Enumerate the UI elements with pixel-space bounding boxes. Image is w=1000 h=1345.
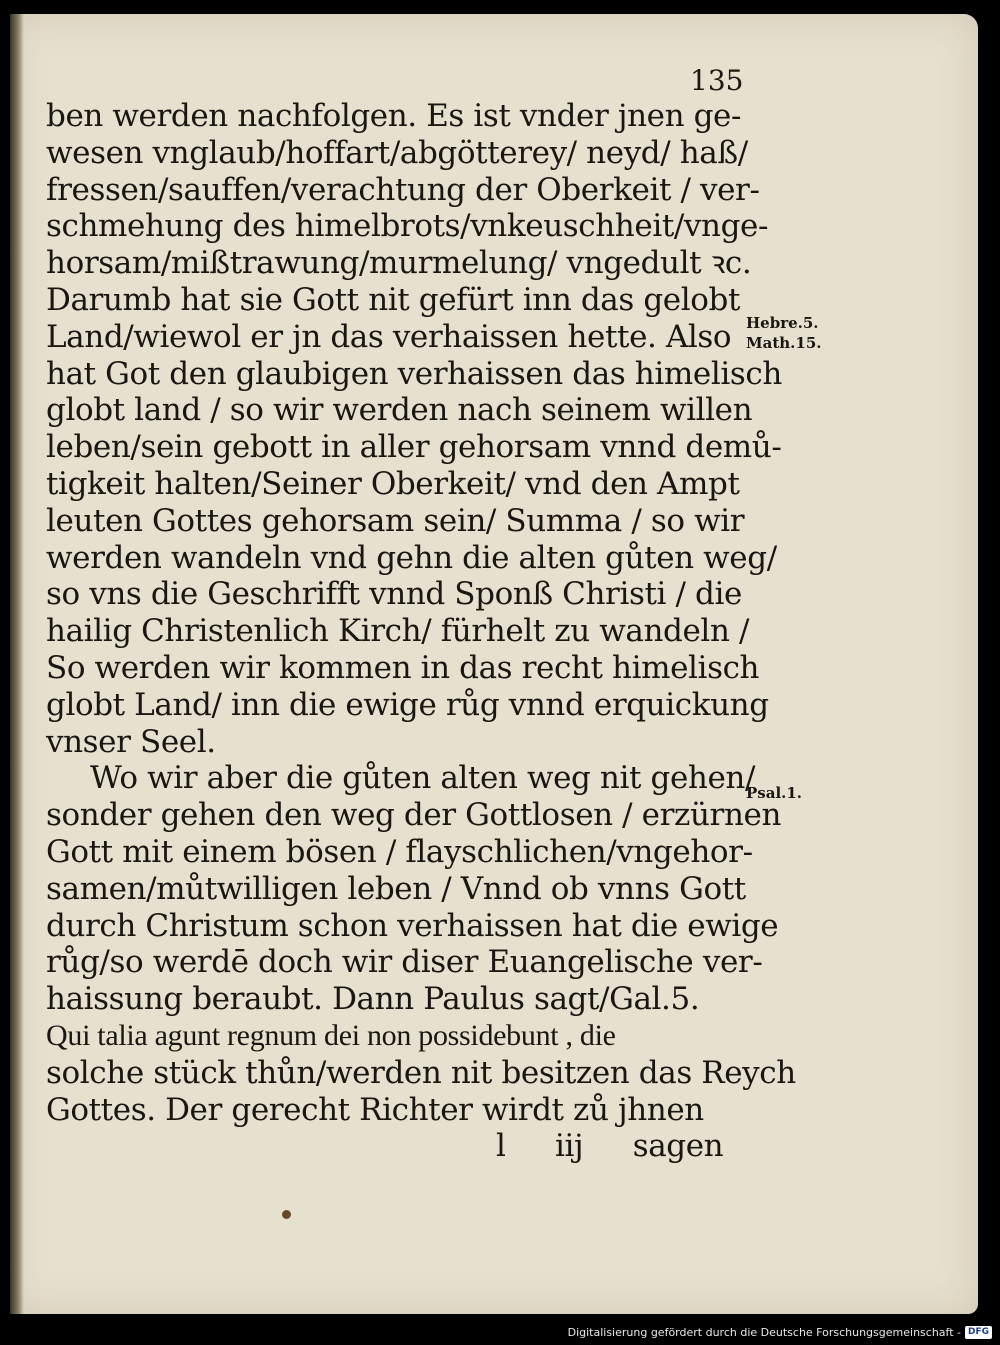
text-line: hailig Christenlich Kirch/ fürhelt zu wandeln / xyxy=(46,613,750,650)
book-page xyxy=(10,14,978,1314)
text-line: horsam/mißtrawung/murmelung/ vngedult ꝛc. xyxy=(46,245,752,282)
text-line: samen/můtwilligen leben / Vnnd ob vnns Gott xyxy=(46,870,746,907)
margin-note-psalm: Psal.1. xyxy=(746,784,803,802)
text-line: fressen/sauffen/verachtung der Oberkeit / ver- xyxy=(46,171,760,208)
signature-line xyxy=(46,1128,756,1165)
catchword: sagen xyxy=(632,1128,724,1165)
margin-note-hebrews: Hebre.5. xyxy=(746,314,819,332)
text-line: solche stück thůn/werden nit besitzen das Reych xyxy=(46,1054,796,1091)
text-line: globt Land/ inn die ewige růg vnnd erquickung xyxy=(46,686,769,723)
text-line: schmehung des himelbrots/vnkeuschheit/vnge- xyxy=(46,208,769,245)
text-line: Darumb hat sie Gott nit gefürt inn das gelobt xyxy=(46,281,741,318)
funding-footer xyxy=(568,1322,992,1342)
signature-mark: l iij xyxy=(496,1128,584,1165)
text-line: hat Got den glaubigen verhaissen das himelisch xyxy=(46,355,782,392)
text-line: so vns die Geschrifft vnnd Sponß Christi / die xyxy=(46,576,742,613)
text-line: Land/wiewol er jn das verhaissen hette. Also xyxy=(46,318,732,355)
margin-note-matthew: Math.15. xyxy=(746,334,822,352)
text-line: Gottes. Der gerecht Richter wirdt zů jhnen xyxy=(46,1091,704,1128)
text-line: durch Christum schon verhaissen hat die ewige xyxy=(46,907,779,944)
text-line: wesen vnglaub/hoffart/abgötterey/ neyd/ haß/ xyxy=(46,134,748,171)
text-line: haissung beraubt. Dann Paulus sagt/Gal.5. xyxy=(46,981,700,1018)
text-line: leben/sein gebott in aller gehorsam vnnd demů- xyxy=(46,429,782,466)
text-line: ben werden nachfolgen. Es ist vnder jnen ge- xyxy=(46,98,742,134)
text-line: So werden wir kommen in das recht himelisch xyxy=(46,649,760,686)
text-line: globt land / so wir werden nach seinem willen xyxy=(46,392,753,429)
text-line: werden wandeln vnd gehn die alten gůten weg/ xyxy=(46,539,777,576)
text-line: leuten Gottes gehorsam sein/ Summa / so wir xyxy=(46,502,745,539)
dfg-logo-icon: DFG xyxy=(965,1326,992,1339)
text-line: Wo wir aber die gůten alten weg nit gehen/ xyxy=(90,760,756,797)
latin-quote-line: Qui talia agunt regnum dei non possidebunt , die xyxy=(46,1018,616,1052)
funding-text: Digitalisierung gefördert durch die Deutsche Forschungsgemeinschaft - xyxy=(567,1325,961,1339)
page-number: 135 xyxy=(690,64,744,97)
text-line: vnser Seel. xyxy=(46,723,216,760)
text-line: sonder gehen den weg der Gottlosen / erzürnen xyxy=(46,797,782,834)
text-line: růg/so werdē doch wir diser Euangelische ver- xyxy=(46,944,763,981)
text-line: tigkeit halten/Seiner Oberkeit/ vnd den Ampt xyxy=(46,465,740,502)
text-line: Gott mit einem bösen / flayschlichen/vngehor- xyxy=(46,833,753,870)
ink-speck xyxy=(282,1210,291,1219)
